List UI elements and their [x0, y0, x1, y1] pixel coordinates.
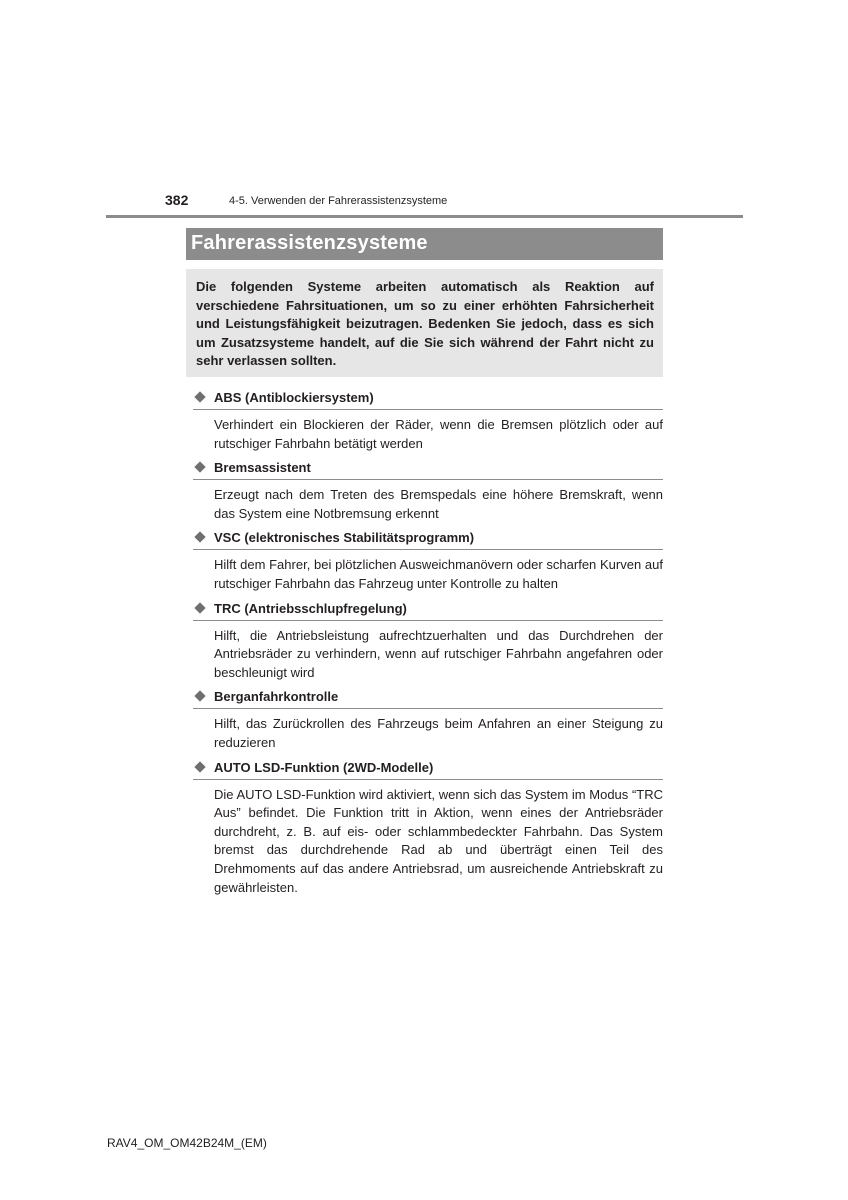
running-header: 4-5. Verwenden der Fahrerassistenzsysteme: [229, 195, 448, 207]
diamond-bullet-icon: [194, 602, 205, 613]
feature-item-abs: [193, 388, 663, 453]
feature-title: TRC (Antriebsschlupfregelung): [214, 600, 407, 616]
feature-item-hill-start: [193, 687, 663, 752]
feature-heading: [193, 528, 663, 550]
diamond-bullet-icon: [194, 532, 205, 543]
feature-heading: [193, 458, 663, 480]
feature-title: VSC (elektronisches Stabilitätsprogramm): [214, 530, 475, 546]
feature-description: Hilft dem Fahrer, bei plötzlichen Ausweichmanövern oder scharfen Kurven auf rutschiger Fahrbahn das Fahrzeug unter Kontrolle zu halten: [214, 557, 663, 591]
feature-description: Hilft, das Zurückrollen des Fahrzeugs beim Anfahren an einer Steigung zu reduzieren: [214, 716, 663, 750]
feature-list: [193, 388, 663, 902]
feature-description: Die AUTO LSD-Funktion wird aktiviert, wenn sich das System im Modus “TRC Aus” befindet. Die Funktion tritt in Aktion, wenn eines der Antriebsräder durchdreht, z. B. auf eis- oder schlammbedeckter Fahrbahn. Das System bremst das durchdrehende Rad ab und überträgt einen Teil des Drehmoments auf das andere Antriebsrad, um ausreichende Antriebskraft zu gewährleisten.: [214, 786, 663, 895]
feature-title: AUTO LSD-Funktion (2WD-Modelle): [214, 759, 434, 775]
feature-item-trc: [193, 599, 663, 683]
feature-heading: [193, 687, 663, 709]
diamond-bullet-icon: [194, 391, 205, 402]
feature-title: ABS (Antiblockiersystem): [214, 390, 374, 405]
feature-description: Erzeugt nach dem Treten des Bremspedals eine höhere Bremskraft, wenn das System eine Notbremsung erkennt: [214, 487, 663, 521]
feature-item-auto-lsd: [193, 758, 663, 898]
feature-item-vsc: [193, 528, 663, 593]
feature-title: Berganfahrkontrolle: [214, 689, 339, 705]
document-code: RAV4_OM_OM42B24M_(EM): [107, 1136, 267, 1150]
feature-heading: [193, 758, 663, 780]
diamond-bullet-icon: [194, 761, 205, 772]
feature-heading: [193, 599, 663, 621]
diamond-bullet-icon: [194, 691, 205, 702]
feature-item-brake-assist: [193, 458, 663, 523]
feature-description: Hilft, die Antriebsleistung aufrechtzuerhalten und das Durchdrehen der Antriebsräder zu verhindern, wenn auf rutschiger Fahrbahn angefahren oder beschleunigt wird: [214, 627, 663, 680]
feature-heading: [193, 388, 663, 410]
page-number: 382: [165, 192, 189, 208]
diamond-bullet-icon: [194, 462, 205, 473]
header-rule: [106, 215, 743, 218]
intro-box: Die folgenden Systeme arbeiten automatisch als Reaktion auf verschiedene Fahrsituationen, um so zu einer erhöhten Fahrsicherheit und Leistungsfähigkeit beizutragen. Bedenken Sie jedoch, dass es sich um Zusatzsysteme handelt, auf die Sie sich während der Fahrt nicht zu sehr verlassen sollten.: [186, 269, 663, 377]
feature-description: Verhindert ein Blockieren der Räder, wenn die Bremsen plötzlich oder auf rutschiger Fahrbahn betätigt werden: [214, 417, 663, 451]
feature-title: Bremsassistent: [214, 460, 311, 476]
section-title: Fahrerassistenzsysteme: [186, 228, 663, 260]
